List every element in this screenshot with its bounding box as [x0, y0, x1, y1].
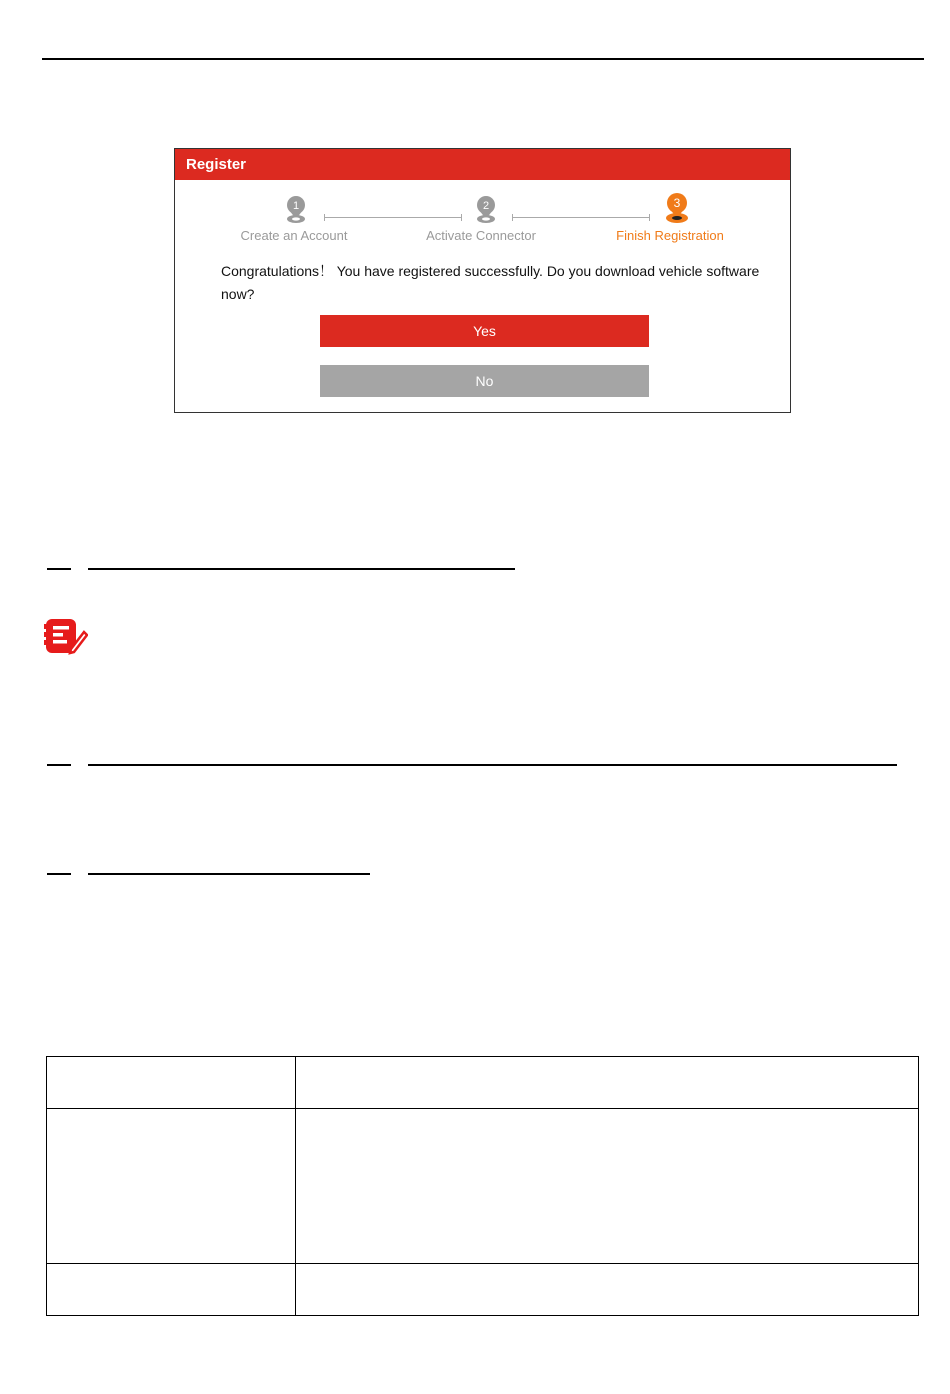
- table-row: [47, 1109, 919, 1264]
- no-button[interactable]: No: [320, 365, 649, 397]
- step-2-number: 2: [482, 200, 490, 212]
- step-1-pin-icon: [284, 194, 308, 224]
- heading-1-dash: [47, 568, 71, 570]
- step-3-number: 3: [673, 196, 681, 210]
- step-2-pin-icon: [474, 194, 498, 224]
- step-2-label: Activate Connector: [426, 228, 536, 243]
- step-1-number: 1: [292, 200, 300, 212]
- heading-1-rule: [88, 568, 515, 570]
- success-message: Congratulations！ You have registered successfully. Do you download vehicle software now?: [221, 263, 760, 302]
- step-connector-2: [512, 217, 650, 218]
- yes-button[interactable]: Yes: [320, 315, 649, 347]
- dialog-title: Register: [175, 149, 790, 180]
- step-3-label: Finish Registration: [616, 228, 724, 243]
- heading-2-rule: [88, 764, 897, 766]
- note-edit-icon: [44, 616, 88, 656]
- table-row: [47, 1264, 919, 1316]
- table-cell: [296, 1109, 919, 1264]
- table-cell: [47, 1264, 296, 1316]
- table-cell: [47, 1057, 296, 1109]
- register-dialog: [174, 148, 791, 413]
- table-cell: [296, 1264, 919, 1316]
- heading-3-dash: [47, 873, 71, 875]
- heading-3-rule: [88, 873, 370, 875]
- step-connector-1: [324, 217, 462, 218]
- top-rule: [42, 58, 924, 60]
- step-3-pin-icon: [661, 192, 693, 224]
- step-1-label: Create an Account: [240, 228, 348, 243]
- spec-table: [46, 1056, 919, 1316]
- table-cell: [296, 1057, 919, 1109]
- table-cell: [47, 1109, 296, 1264]
- heading-2-dash: [47, 764, 71, 766]
- table-row: [47, 1057, 919, 1109]
